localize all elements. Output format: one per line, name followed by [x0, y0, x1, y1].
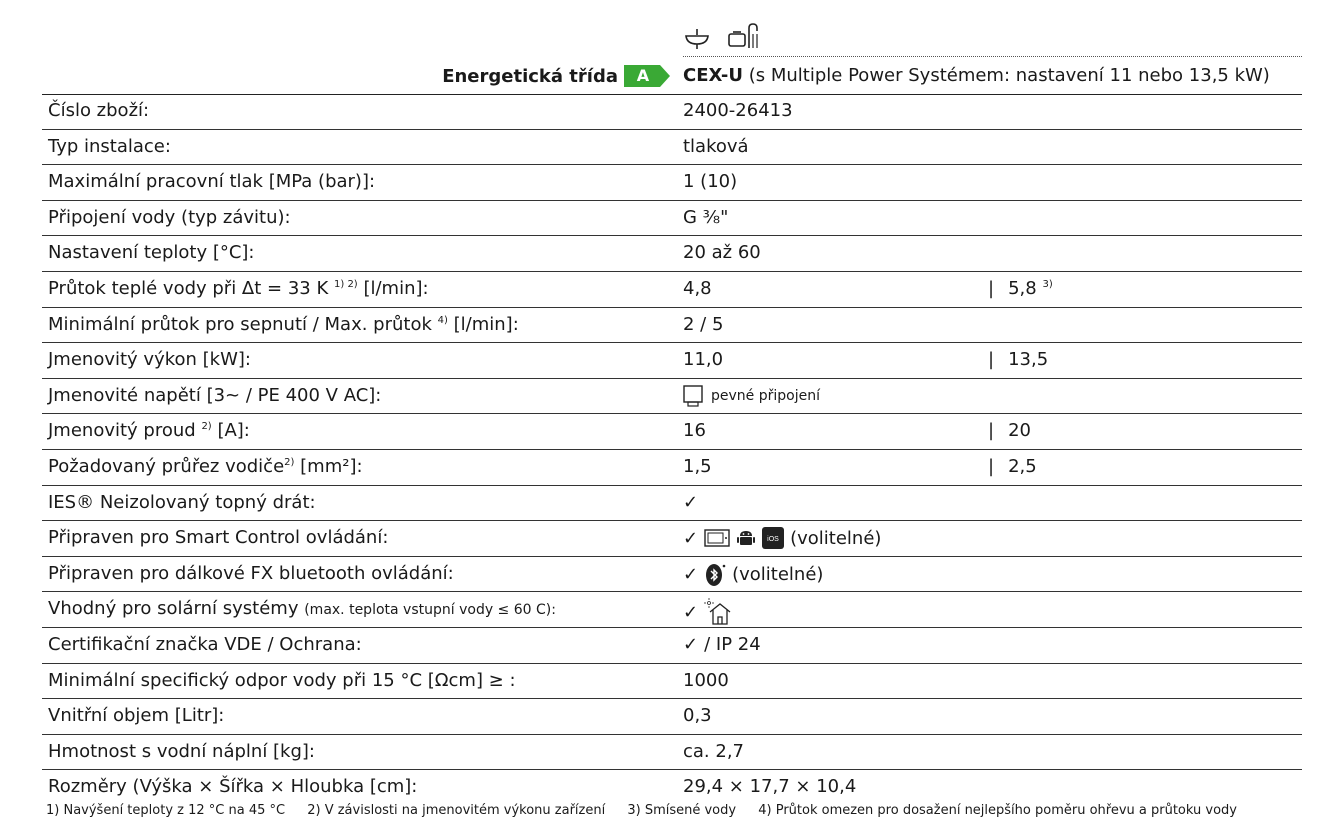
ios-icon [762, 527, 784, 549]
android-icon [736, 528, 756, 548]
table-row: Připraven pro dálkové FX bluetooth ovládání: ✓ (volitelné) [42, 557, 1302, 593]
table-header [42, 60, 1302, 95]
table-row: Připraven pro Smart Control ovládání: ✓ iOS (volitelné) [42, 521, 1302, 557]
kitchen-tap-icon [727, 22, 763, 50]
table-row: Vhodný pro solární systémy (max. teplota vstupní vody ≤ 60 C): ✓ [42, 592, 1302, 628]
table-row: Jmenovitý proud $^{2)}$ [A]: 16 | 20 [42, 414, 1302, 450]
energy-class-badge: A [624, 65, 670, 87]
table-row: Jmenovité napětí [3~ / PE 400 V AC]: pevné připojení [42, 379, 1302, 415]
check-icon: ✓ [683, 491, 699, 513]
model-name: CEX-U [683, 65, 744, 86]
table-row: Požadovaný průřez vodiče$^{2)}$ [mm²]: 1,5 | 2,5 [42, 450, 1302, 486]
check-icon: ✓ [683, 601, 699, 623]
dotted-divider [683, 56, 1302, 57]
table-row: Maximální pracovní tlak [MPa (bar)]: 1 (10) [42, 165, 1302, 201]
energy-class [442, 65, 670, 87]
table-row: Průtok teplé vody při Δt = 33 K $^{1) 2)}$ [l/min]: 4,8 | 5,8 $^{3)}$ [42, 272, 1302, 308]
check-icon: ✓ [683, 527, 699, 549]
table-row: Rozměry (Výška × Šířka × Hloubka [cm]: 29,4 × 17,7 × 10,4 [48, 776, 857, 798]
energy-label: Energetická třída [442, 65, 618, 87]
model-title [683, 65, 1270, 86]
table-row: Hmotnost s vodní náplní [kg]: ca. 2,7 [42, 735, 1302, 771]
sink-icon [683, 28, 711, 50]
bluetooth-icon [704, 563, 726, 587]
solar-house-icon [704, 598, 734, 626]
table-row: IES® Neizolovaný topný drát: ✓ [42, 486, 1302, 522]
spec-table [42, 94, 1302, 805]
footnotes: 1) Navýšení teploty z 12 °C na 45 °C 2) V závislosti na jmenovitém výkonu zařízení 3) Smísené vody 4) Průtok omezen pro dosažení nejlepšího poměru ohřevu a průtoku vody [46, 803, 1237, 818]
table-row: Připojení vody (typ závitu): G ⅜" [42, 201, 1302, 237]
fixed-connection-icon [683, 385, 705, 407]
model-description: (s Multiple Power Systémem: nastavení 11 nebo 13,5 kW) [748, 65, 1270, 86]
table-row: Číslo zboží: 2400-26413 [42, 94, 1302, 130]
table-row: Jmenovitý výkon [kW]: 11,0 | 13,5 [42, 343, 1302, 379]
check-icon: ✓ [683, 564, 699, 586]
table-row: Nastavení teploty [°C]: 20 až 60 [42, 236, 1302, 272]
check-icon: ✓ [683, 633, 699, 655]
table-row: Certifikační značka VDE / Ochrana: ✓ / IP 24 [42, 628, 1302, 664]
table-row: Minimální specifický odpor vody při 15 °C [Ωcm] ≥ : 1000 [42, 664, 1302, 700]
table-row: Minimální průtok pro sepnutí / Max. průtok $^{4)}$ [l/min]: 2 / 5 [42, 308, 1302, 344]
table-row: Typ instalace: tlaková [42, 130, 1302, 166]
svg-text:iOS: iOS [767, 536, 779, 544]
tablet-icon [704, 528, 730, 548]
application-icons [683, 18, 763, 50]
table-row: Vnitřní objem [Litr]: 0,3 [42, 699, 1302, 735]
